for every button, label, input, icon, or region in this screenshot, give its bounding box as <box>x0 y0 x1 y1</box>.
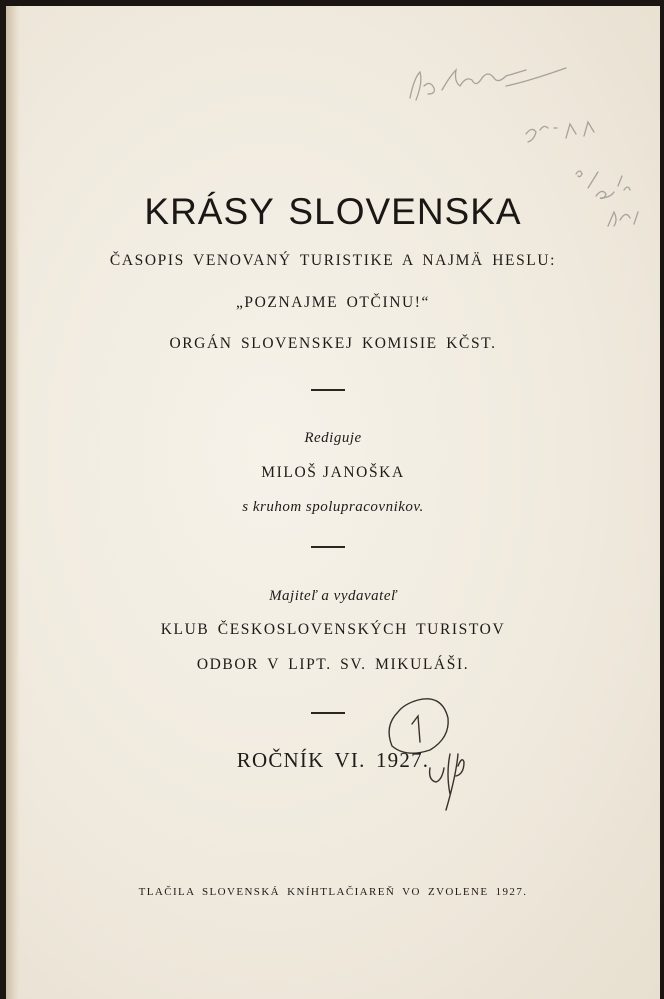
owner-label: Majiteľ a vydavateľ <box>269 588 397 604</box>
owner-club: KLUB ČESKOSLOVENSKÝCH TURISTOV <box>160 621 506 638</box>
editor-name: MILOŠ JANOŠKA <box>261 464 405 481</box>
subtitle-organ: ORGÁN SLOVENSKEJ KOMISIE KČST. <box>169 335 497 352</box>
subtitle-motto: „POZNAJME OTČINU!“ <box>235 294 431 311</box>
journal-title: KRÁSY SLOVENSKA <box>144 191 522 232</box>
owner-branch: ODBOR V LIPT. SV. MIKULÁŠI. <box>196 656 470 673</box>
editor-label: Rediguje <box>304 430 362 446</box>
subtitle-line-1: ČASOPIS VENOVANÝ TURISTIKE A NAJMÄ HESLU: <box>109 252 557 269</box>
divider-rule <box>311 546 345 548</box>
divider-rule <box>311 389 345 391</box>
editor-collaborators: s kruhom spolupracovnikov. <box>242 499 424 515</box>
title-page <box>6 6 660 999</box>
divider-rule <box>311 712 345 714</box>
printer-imprint: TLAČILA SLOVENSKÁ KNÍHTLAČIAREŇ VO ZVOLENE 1927. <box>138 886 528 898</box>
volume-year: ROČNÍK VI. 1927. <box>236 748 430 772</box>
